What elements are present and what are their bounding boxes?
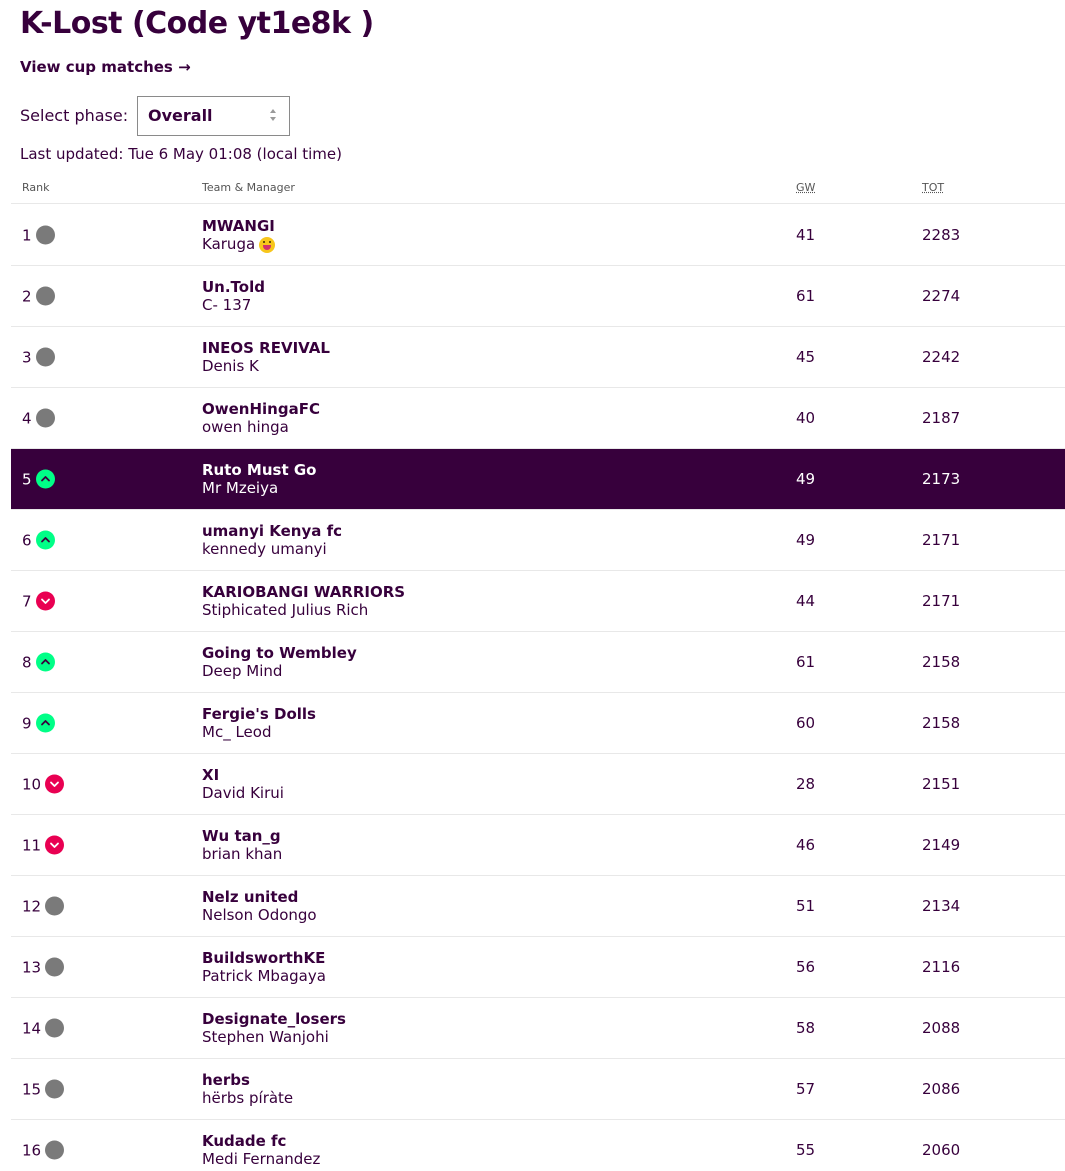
total-points: 2116 xyxy=(922,958,961,976)
team-cell xyxy=(202,339,330,375)
rank-same-icon xyxy=(36,409,55,428)
gw-points: 56 xyxy=(796,958,816,976)
manager-name: Stiphicated Julius Rich xyxy=(202,601,369,619)
rank-number: 2 xyxy=(22,287,32,305)
team-name-link[interactable]: MWANGI xyxy=(202,217,275,235)
rank-cell xyxy=(22,653,55,672)
rank-number: 5 xyxy=(22,470,32,488)
manager-name: Patrick Mbagaya xyxy=(202,967,326,985)
manager-line xyxy=(202,662,357,680)
rank-number: 1 xyxy=(22,226,32,244)
rank-cell xyxy=(22,714,55,733)
team-name-link[interactable]: Fergie's Dolls xyxy=(202,705,316,723)
phase-select[interactable] xyxy=(137,96,290,136)
team-name-link[interactable]: KARIOBANGI WARRIORS xyxy=(202,583,406,601)
table-row[interactable] xyxy=(11,632,1065,693)
table-row[interactable] xyxy=(11,815,1065,876)
manager-line xyxy=(202,601,405,619)
gw-points: 44 xyxy=(796,592,816,610)
team-cell xyxy=(202,278,265,314)
team-name-link[interactable]: Going to Wembley xyxy=(202,644,357,662)
view-cup-matches-link[interactable]: View cup matches → xyxy=(20,58,191,76)
team-cell xyxy=(202,1010,346,1046)
rank-cell xyxy=(22,1080,64,1099)
manager-name: Mc_ Leod xyxy=(202,723,272,741)
team-cell xyxy=(202,400,320,436)
total-points: 2134 xyxy=(922,897,961,915)
gw-points: 61 xyxy=(796,287,816,305)
rank-same-icon xyxy=(36,348,55,367)
league-title: K-Lost (Code yt1e8k ) xyxy=(20,6,374,41)
gw-points: 45 xyxy=(796,348,816,366)
phase-label: Select phase: xyxy=(20,106,129,125)
manager-line xyxy=(202,784,284,802)
manager-line xyxy=(202,1089,293,1107)
table-row[interactable] xyxy=(11,693,1065,754)
team-name-link[interactable]: umanyi Kenya fc xyxy=(202,522,343,540)
manager-line xyxy=(202,479,316,497)
manager-name: Denis K xyxy=(202,357,259,375)
gw-points: 51 xyxy=(796,897,816,915)
rank-number: 8 xyxy=(22,653,32,671)
rank-cell xyxy=(22,409,55,428)
manager-line xyxy=(202,845,282,863)
manager-name: C- 137 xyxy=(202,296,252,314)
total-points: 2158 xyxy=(922,714,961,732)
table-row[interactable] xyxy=(11,754,1065,815)
total-points: 2060 xyxy=(922,1141,961,1159)
rank-same-icon xyxy=(45,1019,64,1038)
team-cell xyxy=(202,644,357,680)
team-cell xyxy=(202,766,284,802)
team-name-link[interactable]: OwenHingaFC xyxy=(202,400,320,418)
rank-cell xyxy=(22,226,55,245)
tongue-emoji-icon xyxy=(259,237,275,253)
gw-points: 58 xyxy=(796,1019,816,1037)
manager-name: Mr Mzeiya xyxy=(202,479,279,497)
rank-cell xyxy=(22,287,55,306)
rank-cell xyxy=(22,1019,64,1038)
select-arrows-icon xyxy=(269,107,277,123)
gw-points: 61 xyxy=(796,653,816,671)
rank-up-icon xyxy=(36,714,55,733)
manager-line xyxy=(202,296,265,314)
gw-points: 49 xyxy=(796,531,816,549)
manager-name: Deep Mind xyxy=(202,662,283,680)
team-cell xyxy=(202,522,342,558)
total-points: 2242 xyxy=(922,348,961,366)
rank-cell xyxy=(22,897,64,916)
rank-cell xyxy=(22,348,55,367)
rank-number: 11 xyxy=(22,836,42,854)
total-points: 2149 xyxy=(922,836,961,854)
team-name-link[interactable]: Ruto Must Go xyxy=(202,461,317,479)
rank-same-icon xyxy=(45,1080,64,1099)
total-points: 2187 xyxy=(922,409,961,427)
rank-same-icon xyxy=(45,958,64,977)
team-name-link[interactable]: Designate_losers xyxy=(202,1010,346,1028)
table-row[interactable] xyxy=(11,327,1065,388)
team-cell xyxy=(202,888,317,924)
manager-line xyxy=(202,357,330,375)
rank-cell xyxy=(22,470,55,489)
total-points: 2173 xyxy=(922,470,961,488)
team-name-link[interactable]: BuildsworthKE xyxy=(202,949,326,967)
gw-points: 28 xyxy=(796,775,816,793)
table-row[interactable] xyxy=(11,510,1065,571)
manager-line xyxy=(202,1028,346,1046)
total-points: 2088 xyxy=(922,1019,961,1037)
team-name-link[interactable]: Un.Told xyxy=(202,278,265,296)
rank-number: 16 xyxy=(22,1141,42,1159)
rank-cell xyxy=(22,775,64,794)
column-header-gw[interactable]: GW xyxy=(796,181,816,194)
manager-name: Stephen Wanjohi xyxy=(202,1028,329,1046)
rank-number: 7 xyxy=(22,592,32,610)
table-row[interactable] xyxy=(11,388,1065,449)
manager-name: Nelson Odongo xyxy=(202,906,317,924)
team-name-link[interactable]: Wu tan_g xyxy=(202,827,281,845)
manager-name: kennedy umanyi xyxy=(202,540,327,558)
manager-line xyxy=(202,1150,320,1168)
total-points: 2086 xyxy=(922,1080,961,1098)
manager-name: owen hinga xyxy=(202,418,289,436)
gw-points: 41 xyxy=(796,226,816,244)
gw-points: 60 xyxy=(796,714,816,732)
gw-points: 55 xyxy=(796,1141,816,1159)
team-cell xyxy=(202,705,316,741)
team-cell xyxy=(202,461,316,497)
rank-same-icon xyxy=(36,226,55,245)
rank-number: 15 xyxy=(22,1080,42,1098)
table-row[interactable] xyxy=(11,937,1065,998)
column-header-rank: Rank xyxy=(22,181,50,194)
manager-line xyxy=(202,540,342,558)
rank-up-icon xyxy=(36,653,55,672)
rank-number: 6 xyxy=(22,531,32,549)
team-name-link[interactable]: Kudade fc xyxy=(202,1132,287,1150)
rank-cell xyxy=(22,1141,64,1160)
total-points: 2151 xyxy=(922,775,961,793)
rank-same-icon xyxy=(45,897,64,916)
table-row[interactable] xyxy=(11,1059,1065,1120)
manager-line xyxy=(202,418,320,436)
team-cell xyxy=(202,949,326,985)
rank-cell xyxy=(22,836,64,855)
column-header-team: Team & Manager xyxy=(202,181,295,194)
rank-down-icon xyxy=(45,836,64,855)
team-cell xyxy=(202,217,275,253)
table-row[interactable] xyxy=(11,449,1065,510)
rank-number: 14 xyxy=(22,1019,42,1037)
table-row[interactable] xyxy=(11,205,1065,266)
manager-line xyxy=(202,723,316,741)
rank-number: 13 xyxy=(22,958,42,976)
team-name-link[interactable]: Nelz united xyxy=(202,888,299,906)
rank-up-icon xyxy=(36,470,55,489)
rank-down-icon xyxy=(45,775,64,794)
last-updated: Last updated: Tue 6 May 01:08 (local time) xyxy=(20,145,342,163)
team-cell xyxy=(202,1071,293,1107)
table-header xyxy=(11,179,1065,204)
total-points: 2274 xyxy=(922,287,961,305)
team-name-link[interactable]: herbs xyxy=(202,1071,250,1089)
rank-number: 9 xyxy=(22,714,32,732)
phase-select-value: Overall xyxy=(148,106,213,125)
gw-points: 57 xyxy=(796,1080,816,1098)
gw-points: 46 xyxy=(796,836,816,854)
column-header-tot[interactable]: TOT xyxy=(922,181,945,194)
manager-name: Karuga xyxy=(202,235,256,253)
manager-line xyxy=(202,235,275,253)
table-row[interactable] xyxy=(11,571,1065,632)
gw-points: 49 xyxy=(796,470,816,488)
manager-name: David Kirui xyxy=(202,784,284,802)
team-name-link[interactable]: XI xyxy=(202,766,220,784)
table-row[interactable] xyxy=(11,1120,1065,1171)
standings-table xyxy=(11,205,1065,1171)
rank-cell xyxy=(22,592,55,611)
team-cell xyxy=(202,1132,320,1168)
rank-number: 12 xyxy=(22,897,42,915)
table-row[interactable] xyxy=(11,876,1065,937)
manager-name: hërbs píràte xyxy=(202,1089,294,1107)
manager-name: brian khan xyxy=(202,845,283,863)
total-points: 2283 xyxy=(922,226,961,244)
rank-cell xyxy=(22,958,64,977)
table-row[interactable] xyxy=(11,266,1065,327)
rank-number: 10 xyxy=(22,775,42,793)
rank-same-icon xyxy=(36,287,55,306)
team-name-link[interactable]: INEOS REVIVAL xyxy=(202,339,330,357)
total-points: 2158 xyxy=(922,653,961,671)
team-cell xyxy=(202,827,282,863)
manager-name: Medi Fernandez xyxy=(202,1150,321,1168)
rank-up-icon xyxy=(36,531,55,550)
team-cell xyxy=(202,583,405,619)
table-row[interactable] xyxy=(11,998,1065,1059)
manager-line xyxy=(202,906,317,924)
manager-line xyxy=(202,967,326,985)
rank-same-icon xyxy=(45,1141,64,1160)
rank-number: 3 xyxy=(22,348,32,366)
gw-points: 40 xyxy=(796,409,816,427)
total-points: 2171 xyxy=(922,592,961,610)
rank-number: 4 xyxy=(22,409,32,427)
rank-cell xyxy=(22,531,55,550)
total-points: 2171 xyxy=(922,531,961,549)
rank-down-icon xyxy=(36,592,55,611)
